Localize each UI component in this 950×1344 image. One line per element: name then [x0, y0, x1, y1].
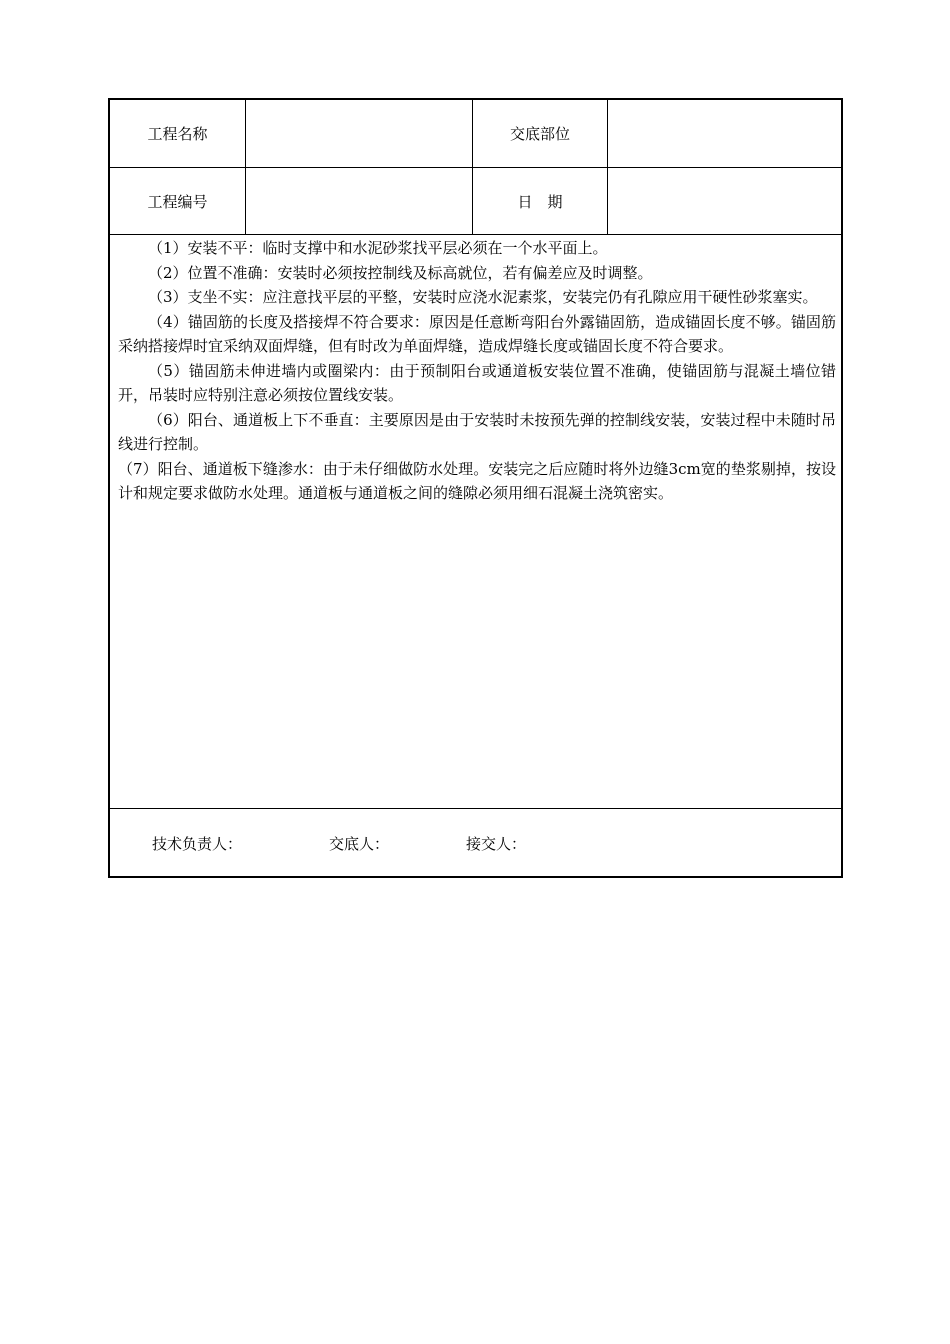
receiver-signature-label: 接交人： [466, 835, 527, 853]
content-paragraph: （5）锚固筋未伸进墙内或圈梁内：由于预制阳台或通道板安装位置不准确，使锚固筋与混凝土墙位错开，吊装时应特别注意必须按位置线安装。 [118, 361, 836, 404]
project-name-label: 工程名称 [147, 125, 208, 143]
content-paragraph: （6）阳台、通道板上下不垂直：主要原因是由于安装时未按预先弹的控制线安装，安装过程中未随时吊线进行控制。 [118, 410, 836, 453]
discloser-signature-label: 交底人： [329, 835, 390, 853]
disclosure-content [118, 236, 836, 506]
date-label: 日 期 [517, 192, 563, 211]
date-value[interactable] [608, 168, 841, 234]
content-paragraph: （4）锚固筋的长度及搭接焊不符合要求：原因是任意断弯阳台外露锚固筋，造成锚固长度不够。锚固筋采纳搭接焊时宜采纳双面焊缝，但有时改为单面焊缝，造成焊缝长度或锚固长度不符合要求。 [118, 312, 836, 355]
project-name-value[interactable] [246, 100, 472, 167]
row-divider [110, 234, 841, 235]
project-number-value[interactable] [246, 168, 472, 234]
tech-lead-signature-label: 技术负责人： [152, 835, 243, 853]
content-paragraph: （1）安装不平：临时支撑中和水泥砂浆找平层必须在一个水平面上。 [148, 239, 608, 257]
project-number-label: 工程编号 [147, 192, 208, 211]
disclosure-form [108, 98, 843, 878]
signature-row [110, 808, 841, 878]
content-paragraph: （2）位置不准确：安装时必须按控制线及标高就位，若有偏差应及时调整。 [148, 263, 653, 282]
content-paragraph: （3）支坐不实：应注意找平层的平整，安装时应浇水泥素浆，安装完仍有孔隙应用干硬性砂浆塞实。 [148, 288, 818, 306]
location-label: 交底部位 [509, 125, 570, 143]
content-paragraph: （7）阳台、通道板下缝渗水：由于未仔细做防水处理。安装完之后应随时将外边缝3cm宽的垫浆剔掉，按设计和规定要求做防水处理。通道板与通道板之间的缝隙必须用细石混凝土浇筑密实。 [118, 459, 836, 502]
location-value[interactable] [608, 100, 841, 167]
